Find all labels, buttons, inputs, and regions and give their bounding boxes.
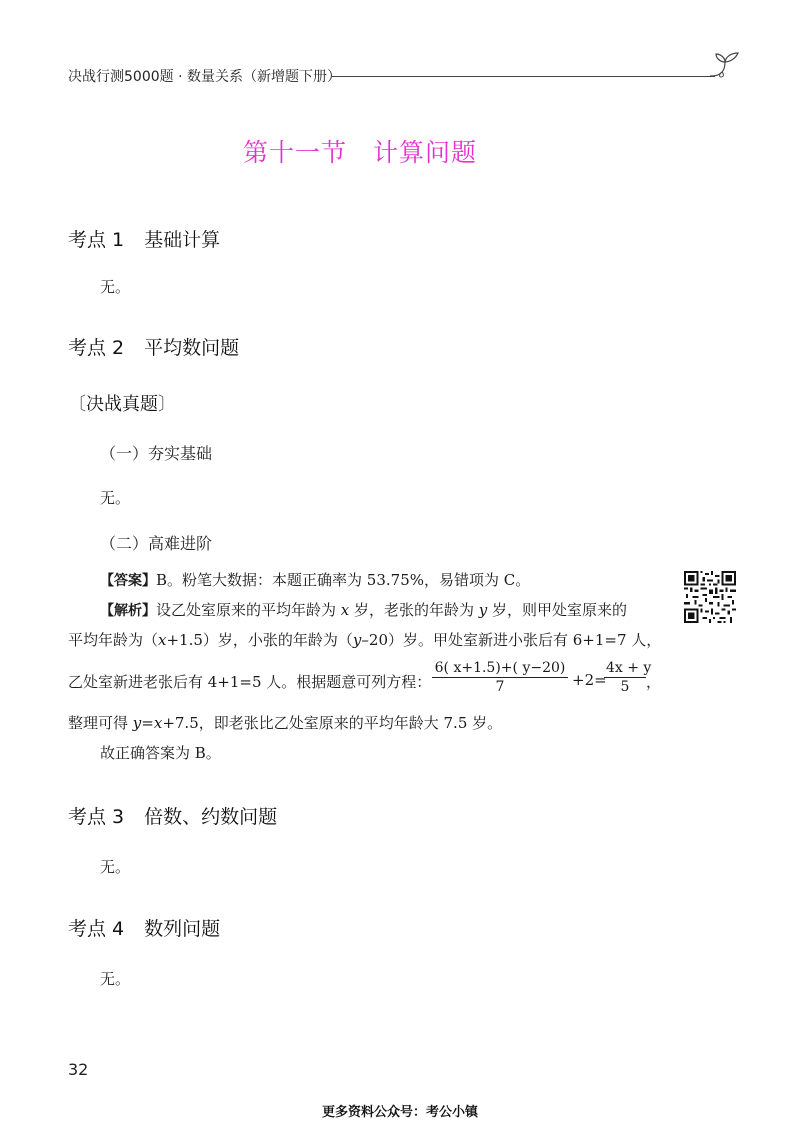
- text-run: 平均年龄为（: [68, 631, 159, 649]
- var-y: y: [478, 601, 488, 619]
- text-run: 岁，老张的年龄为: [349, 601, 479, 619]
- explanation-tag: 【解析】: [100, 603, 156, 619]
- explanation-line-3: 乙处室新进老张后有 4+1=5 人。根据题意可列方程：: [68, 673, 432, 691]
- explanation-line-5: 故正确答案为 B。: [100, 744, 221, 762]
- subsection-1-body: 无。: [100, 489, 131, 507]
- header-rule: [332, 76, 715, 77]
- kaodian-label: 考点 2: [68, 337, 125, 359]
- explanation-line-1: [100, 595, 627, 626]
- text-run: +1.5）岁，小张的年龄为（: [166, 631, 353, 649]
- text-run: 设乙处室原来的平均年龄为: [156, 601, 341, 619]
- kaodian-3-body: 无。: [100, 858, 131, 876]
- kaodian-2-heading: [68, 333, 239, 360]
- text-run: –20）岁。甲处室新进小张后有 6+1=7 人，: [361, 631, 662, 649]
- zhenti-label: 决战真题: [86, 394, 158, 415]
- fraction-denominator: 7: [495, 679, 505, 695]
- subsection-1-heading: （一）夯实基础: [100, 444, 213, 463]
- bracket-right: 〕: [158, 394, 176, 415]
- subsection-2-heading: （二）高难进阶: [100, 534, 213, 553]
- footer-note: 更多资料公众号：考公小镇: [321, 1105, 478, 1120]
- var-x: x: [340, 601, 350, 619]
- running-header: 决战行测5000题 · 数量关系（新增题下册）: [68, 69, 341, 85]
- qr-code[interactable]: [684, 571, 736, 623]
- equation-comma: ，: [646, 673, 662, 691]
- fraction-denominator: 5: [620, 679, 630, 695]
- kaodian-label: 考点 1: [68, 229, 125, 251]
- page-number: 32: [68, 1060, 89, 1079]
- answer-line: [100, 565, 530, 596]
- fraction-numerator: 6( x+1.5)+( y−20): [434, 660, 566, 676]
- text-run: 岁，则甲处室原来的: [487, 601, 628, 619]
- text-run: 整理可得: [68, 714, 133, 732]
- var-x: x: [153, 714, 163, 732]
- equation-right-fraction: [604, 660, 652, 695]
- text-run: +7.5，即老张比乙处室原来的平均年龄大 7.5 岁。: [162, 714, 503, 732]
- text-run: =: [141, 714, 154, 732]
- kaodian-name: 倍数、约数问题: [144, 806, 278, 828]
- kaodian-label: 考点 3: [68, 806, 125, 828]
- sprout-icon: [708, 50, 744, 80]
- fraction-numerator: 4x + y: [606, 660, 652, 676]
- zhenti-heading: [68, 390, 176, 416]
- explanation-line-2: [68, 625, 661, 655]
- kaodian-label: 考点 4: [68, 918, 125, 940]
- kaodian-name: 基础计算: [144, 229, 221, 251]
- section-name: 计算问题: [373, 138, 478, 167]
- var-y: y: [132, 714, 142, 732]
- kaodian-4-body: 无。: [100, 970, 131, 988]
- kaodian-name: 数列问题: [144, 918, 221, 940]
- answer-text: B。粉笔大数据：本题正确率为 53.75%，易错项为 C。: [156, 571, 531, 589]
- answer-tag: 【答案】: [100, 573, 156, 589]
- kaodian-name: 平均数问题: [144, 337, 240, 359]
- kaodian-1-body: 无。: [100, 278, 131, 296]
- var-x: x: [158, 631, 167, 649]
- equation-plus-two: +2=: [572, 671, 607, 689]
- section-number: 第十一节: [242, 138, 347, 167]
- explanation-line-4: [68, 708, 502, 738]
- section-title: [0, 133, 720, 169]
- var-y: y: [352, 631, 362, 649]
- equation-left-fraction: [432, 660, 568, 695]
- kaodian-1-heading: [68, 225, 220, 252]
- kaodian-4-heading: [68, 914, 220, 941]
- bracket-left: 〔: [68, 394, 86, 415]
- kaodian-3-heading: [68, 802, 277, 829]
